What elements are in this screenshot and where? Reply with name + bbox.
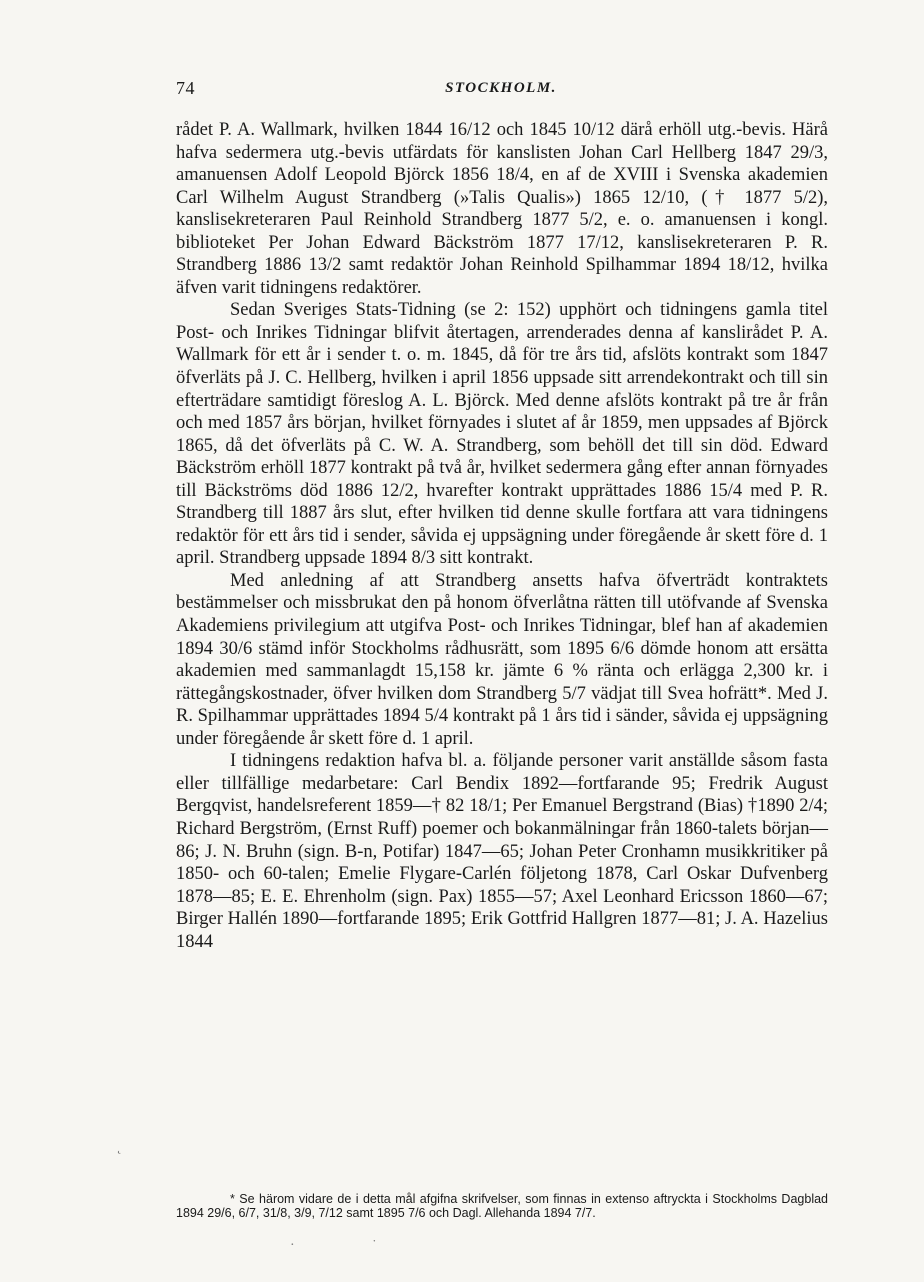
running-title: STOCKHOLM. <box>445 80 557 96</box>
page-number: 74 <box>176 78 195 98</box>
page-header <box>176 78 826 102</box>
scan-speck: ˛ <box>117 1140 122 1155</box>
scan-speck: · <box>290 1238 295 1253</box>
paragraph-1: rådet P. A. Wallmark, hvilken 1844 16/12 och 1845 10/12 därå erhöll utg.-bevis. Härå hafva sedermera utg.-bevis utfärdats för kanslisten Johan Carl Hellberg 1847 29/3, amanuensen Adolf Leopold Björck 1856 18/4, en af de XVIII i Svenska akademien Carl Wilhelm August Strandberg (»Talis Qualis») 1865 12/10, († 1877 5/2), kanslisekreteraren Paul Reinhold Strandberg 1877 5/2, e. o. amanuensen i kongl. biblioteket Per Johan Edward Bäckström 1877 17/12, kanslisekreteraren P. R. Strandberg 1886 13/2 samt redaktör Johan Reinhold Spilhammar 1894 18/12, hvilka äfven varit tidningens redaktörer. <box>176 120 828 298</box>
footnote-text: * Se härom vidare de i detta mål afgifna skrifvelser, som finnas in extenso aftryckta i Stockholms Dagblad 1894 29/6, 6/7, 31/8, 3/9, 7/12 samt 1895 7/6 och Dagl. Allehanda 1894 7/7. <box>176 1192 828 1220</box>
scan-speck: ˙ <box>372 1238 377 1253</box>
paragraph-2: Sedan Sveriges Stats-Tidning (se 2: 152) upphört och tidningens gamla titel Post- och Inrikes Tidningar blifvit återtagen, arrenderades denna af kanslirådet P. A. Wallmark för ett år i sender t. o. m. 1845, då för tre års tid, afslöts kontrakt som 1847 öfverläts på J. C. Hellberg, hvilken i april 1856 uppsade sitt arrendekontrakt och till sin efterträdare samtidigt föreslog A. L. Björck. Med denne afslöts kontrakt på tre år från och med 1857 års början, hvilket förnyades i slutet af år 1859, men uppsades af Björck 1865, då det öfverläts på C. W. A. Strandberg, som behöll det till sin död. Edward Bäckström erhöll 1877 kontrakt på två år, hvilket sedermera gång efter annan förnyades till Bäckströms död 1886 12/2, hvarefter kontrakt upprättades 1886 15/4 med P. R. Strandberg till 1887 års slut, efter hvilken tid denne skulle fortfara att vara tidningens redaktör för ett års tid i sender, såvida ej uppsägning under föregående år skett före d. 1 april. Strandberg uppsade 1894 8/3 sitt kontrakt. <box>176 300 828 569</box>
paragraph-3: Med anledning af att Strandberg ansetts hafva öfverträdt kontraktets bestämmelser och missbrukat den på honom öfverlåtna rätten till utöfvande af Svenska Akademiens privilegium att utgifva Post- och Inrikes Tidningar, blef han af akademien 1894 30/6 stämd inför Stockholms rådhusrätt, som 1895 6/6 dömde honom att ersätta akademien med sammanlagdt 15,158 kr. jämte 6 % ränta och erlägga 2,300 kr. i rättegångskostnader, öfver hvilken dom Strandberg 5/7 vädjat till Svea hofrätt*. Med J. R. Spilhammar upprättades 1894 5/4 kontrakt på 1 års tid i sänder, såvida ej uppsägning under föregående år skett före d. 1 april. <box>176 570 828 749</box>
body-text <box>176 119 828 953</box>
paragraph-4: I tidningens redaktion hafva bl. a. följande personer varit anställde såsom fasta eller tillfällige medarbetare: Carl Bendix 1892—fortfarande 95; Fredrik August Bergqvist, handelsreferent 1859—† 82 18/1; Per Emanuel Bergstrand (Bias) †1890 2/4; Richard Bergström, (Ernst Ruff) poemer och bokanmälningar från 1860-talets början—86; J. N. Bruhn (sign. B-n, Potifar) 1847—65; Johan Peter Cronhamn musikkritiker på 1850- och 60-talen; Emelie Flygare-Carlén följetong 1878, Carl Oskar Dufvenberg 1878—85; E. E. Ehrenholm (sign. Pax) 1855—57; Axel Leonhard Ericsson 1860—67; Birger Hallén 1890—fortfarande 1895; Erik Gottfrid Hallgren 1877—81; J. A. Hazelius 1844 <box>176 751 828 952</box>
footnote <box>176 1192 828 1220</box>
